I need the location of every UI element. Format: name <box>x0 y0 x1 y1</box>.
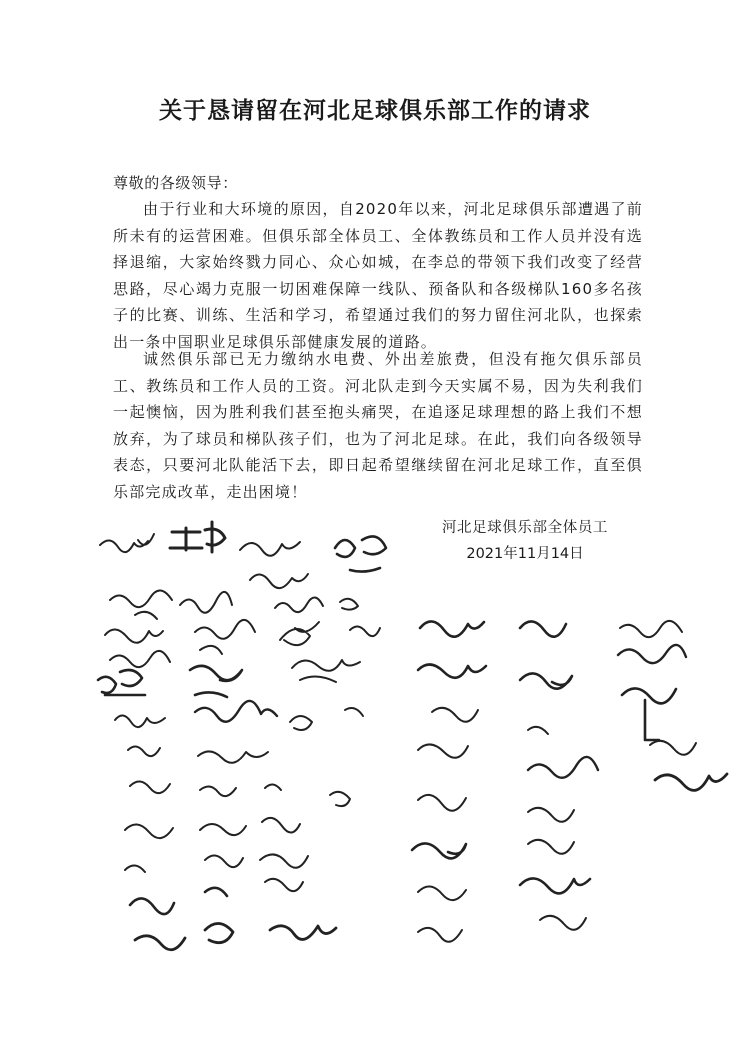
signature-stroke <box>190 666 242 697</box>
signature-stroke <box>528 757 598 778</box>
signature-stroke <box>655 774 727 790</box>
signature-stroke <box>195 620 255 654</box>
signature-stroke <box>528 808 574 822</box>
signature-stroke <box>128 746 268 762</box>
greeting: 尊敬的各级领导： <box>113 174 238 192</box>
signature-stroke <box>180 592 232 613</box>
signature-stroke <box>418 744 468 757</box>
signature-stroke <box>528 840 574 854</box>
paragraph-2: 诚然俱乐部已无力缴纳水电费、外出差旅费，但没有拖欠俱乐部员工、教练员和工作人员的工资。河北队走到今天实属不易，因为失利我们一起懊恼，因为胜利我们甚至抱头痛哭，在追逐足球理想的路上我们不想放弃，为了球员和梯队孩子们，也为了河北足球。在此，我们向各级领导表态，只要河北队能活下去，即日起希望继续留在河北足球工作，直至俱乐部完成改革，走出困境！ <box>113 350 643 501</box>
signature-stroke <box>420 621 484 636</box>
signature-stroke <box>170 522 225 552</box>
signature-stroke <box>240 542 308 588</box>
signature-stroke <box>432 708 478 722</box>
signature-stroke <box>528 727 548 734</box>
handwritten-signatures <box>0 500 750 1000</box>
signoff-organization: 河北足球俱乐部全体员工 <box>441 520 609 536</box>
signature-stroke <box>650 741 696 755</box>
signature-stroke <box>130 781 281 796</box>
signature-stroke <box>135 923 336 949</box>
signature-stroke <box>105 629 170 667</box>
signature-stroke <box>520 621 566 636</box>
letter-title: 关于恳请留在河北足球俱乐部工作的请求 <box>159 98 591 124</box>
signature-stroke <box>265 879 303 891</box>
signature-stroke <box>418 795 466 811</box>
signature-stroke <box>618 645 686 663</box>
signature-stroke <box>412 843 466 858</box>
signature-stroke <box>98 670 145 695</box>
signature-stroke <box>130 888 227 914</box>
signature-area <box>0 500 750 1000</box>
signature-stroke <box>622 688 676 740</box>
signature-stroke <box>418 664 486 677</box>
signature-stroke <box>418 928 462 942</box>
signature-stroke <box>290 708 363 730</box>
signature-stroke <box>520 878 590 893</box>
signature-stroke <box>292 660 360 682</box>
signature-stroke <box>335 536 386 571</box>
paragraph-1: 由于行业和大环境的原因，自2020年以来，河北足球俱乐部遭遇了前所未有的运营困难。但俱乐部全体员工、全体教练员和工作人员并没有选择退缩，大家始终戮力同心、众心如城，在李总的带领下我们改变了经营思路，尽心竭力克服一切困难保障一线队、预备队和各级梯队160多名孩子的比赛、训练、生活和学习，希望通过我们的努力留住河北队，也探索出一条中国职业足球俱乐部健康发展的道路。 <box>113 200 643 351</box>
signature-stroke <box>195 701 277 722</box>
signature-stroke <box>100 534 154 552</box>
signature-stroke <box>520 673 572 688</box>
signature-stroke <box>275 597 358 612</box>
signature-stroke <box>115 715 165 727</box>
signature-stroke <box>280 622 380 645</box>
signoff-date: 2021年11月14日 <box>466 546 584 562</box>
signature-stroke <box>125 818 300 838</box>
signature-stroke <box>125 854 308 872</box>
signature-stroke <box>110 590 172 619</box>
signature-stroke <box>418 886 466 900</box>
signature-stroke <box>620 621 682 637</box>
signature-stroke <box>540 916 586 930</box>
signature-stroke <box>330 792 350 806</box>
